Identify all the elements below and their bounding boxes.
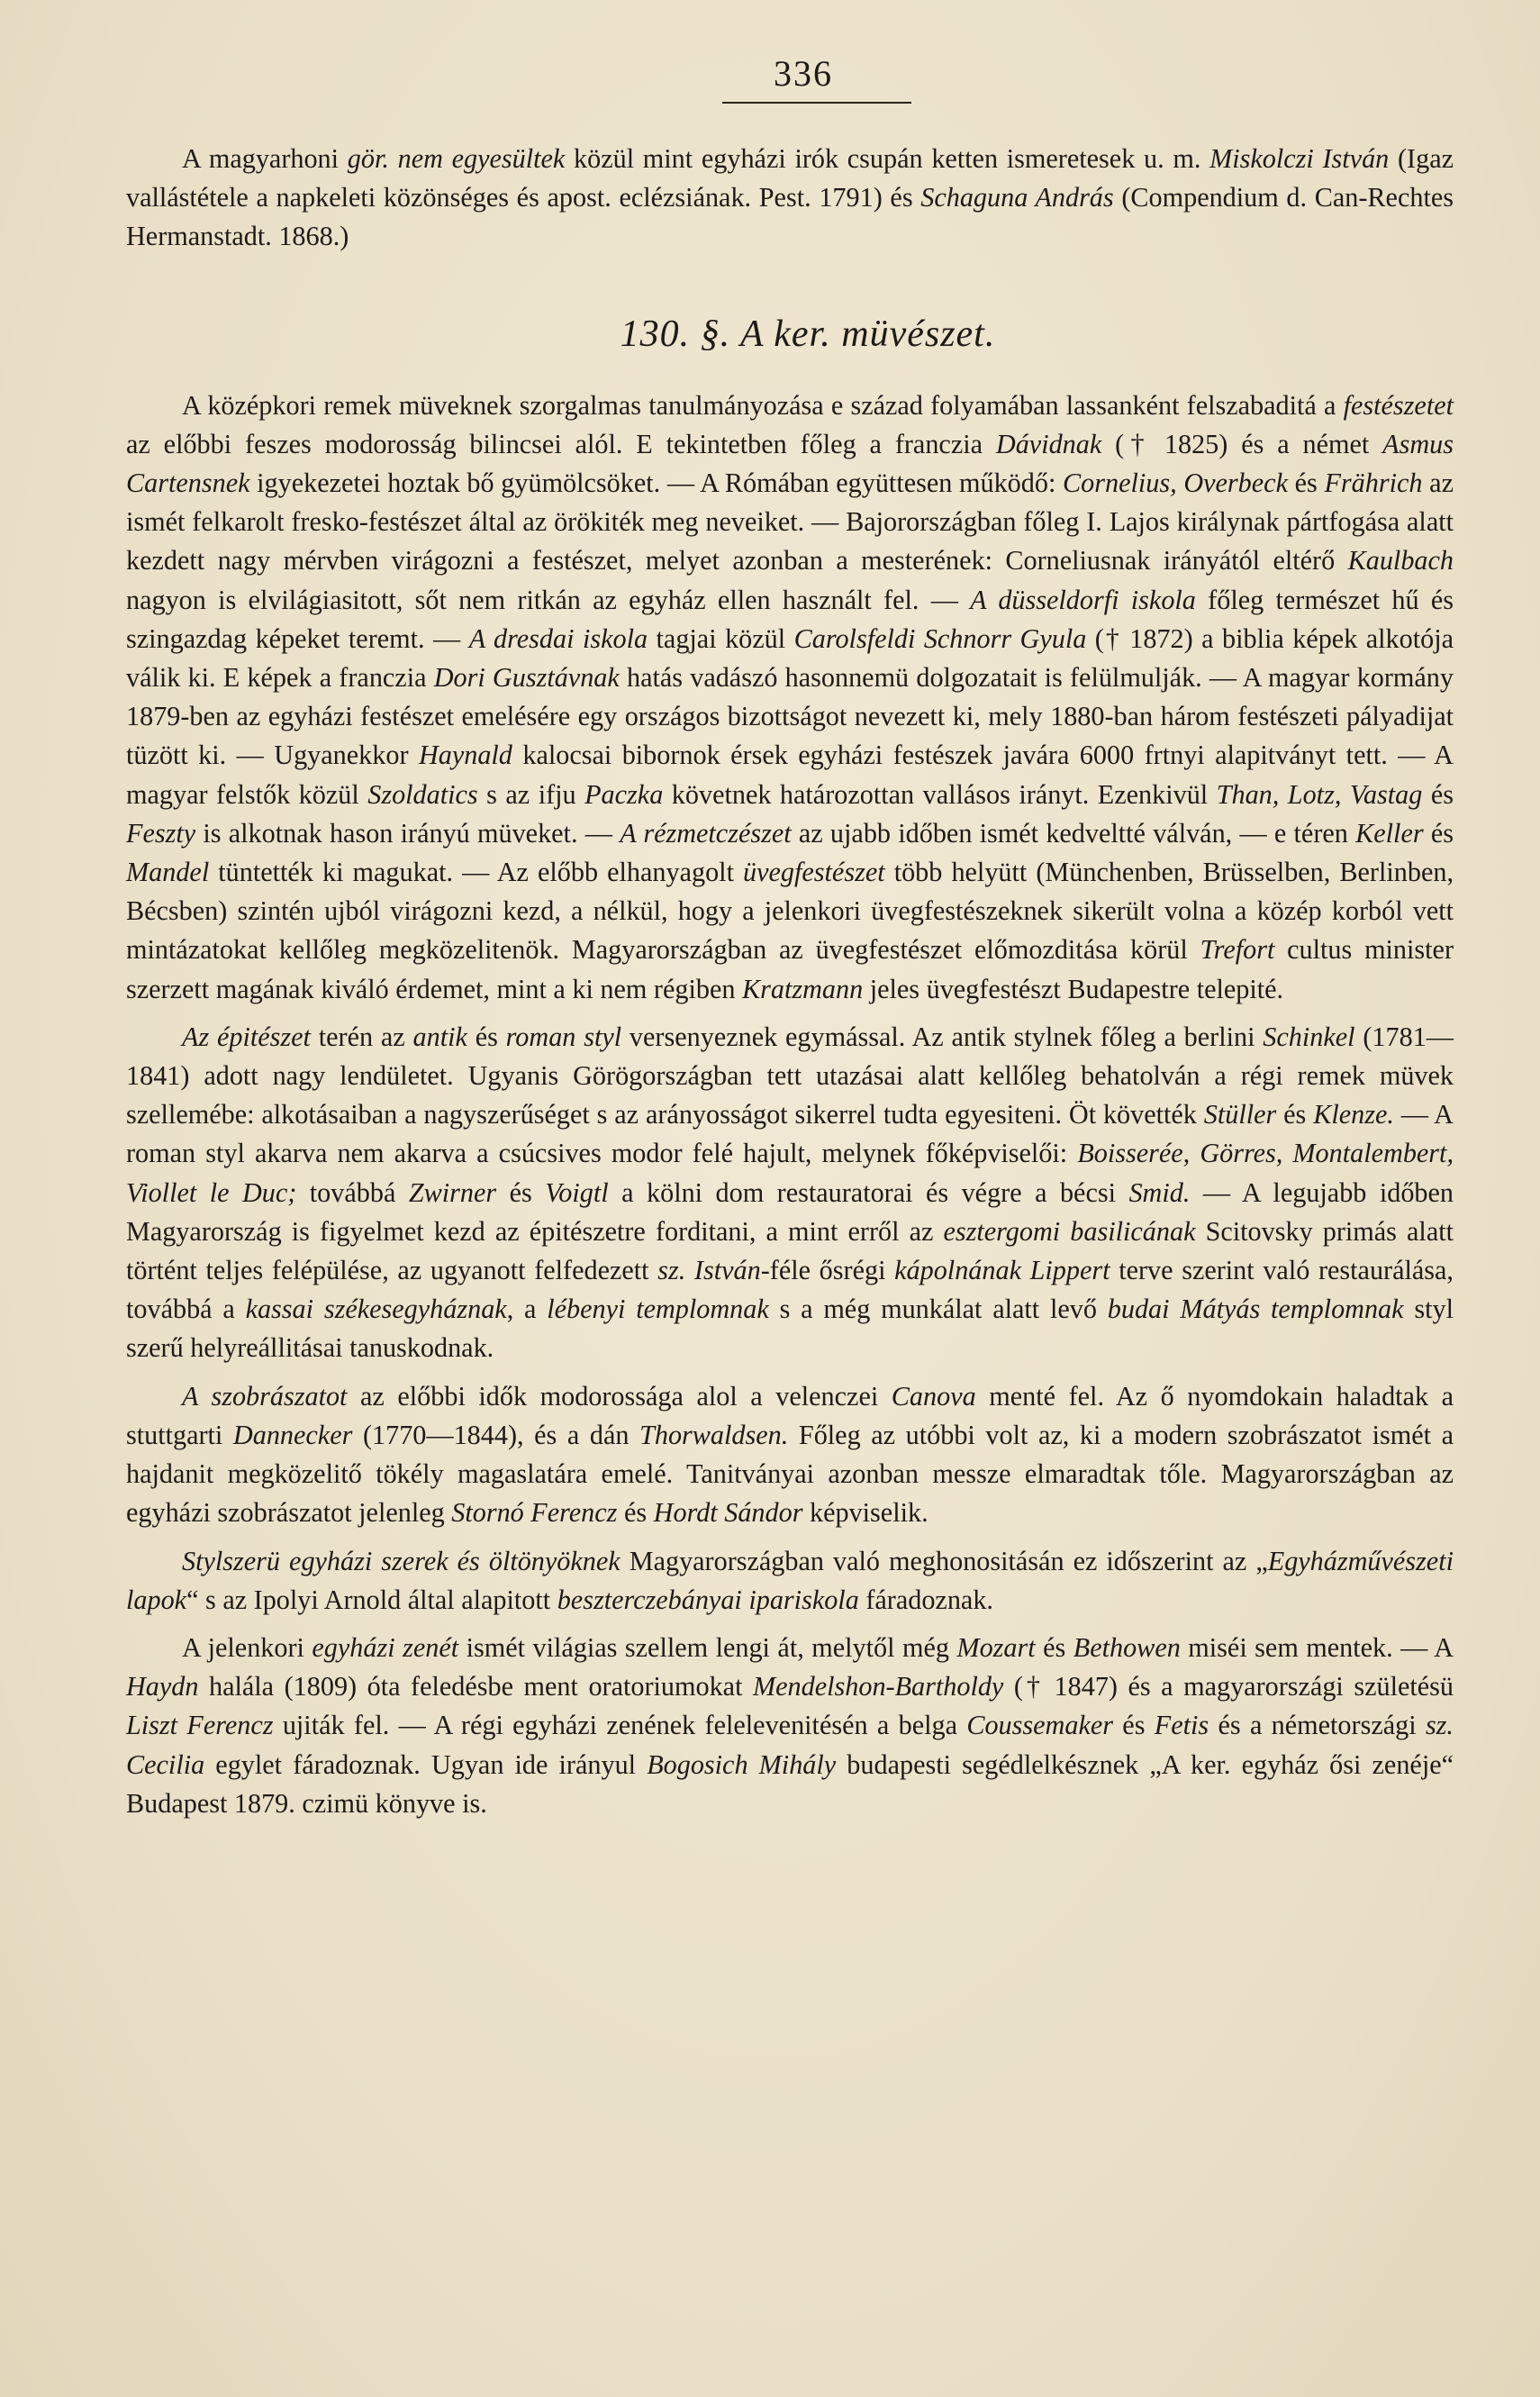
italic-text-run: Carolsfeldi Schnorr Gyula [793,622,1087,654]
page-number: 336 [774,53,833,94]
paragraph-architecture [126,1018,1454,1368]
italic-text-run: Paczka [584,778,664,810]
text-run: Scitovsky primás alatt történt teljes felépülése, az ugyanott felfedezett [126,1215,1454,1286]
text-run: menté fel. Az ő nyomdokain haladtak a stuttgarti [126,1380,1454,1450]
text-run: A jelenkori [182,1631,313,1663]
text-run: cultus minister szerzett magának kiváló érdemet, mint a ki nem régiben [126,934,1454,1004]
italic-text-run: gör. nem egyesültek [347,143,566,174]
italic-text-run: Szoldatics [367,778,478,810]
text-run: budapesti segédlelkésznek „A ker. egyház ősi zenéje“ Budapest 1879. czimü könyve is. [126,1748,1454,1819]
text-run: és [1112,1710,1155,1741]
text-run: és [1422,778,1454,810]
italic-text-run: Cornelius, Overbeck [1063,468,1288,499]
text-run: versenyeznek egymással. Az antik stylnek főleg a berlini [621,1021,1264,1052]
text-run: és [1035,1631,1073,1663]
italic-text-run: Trefort [1200,934,1275,966]
italic-text-run: Thorwaldsen. [639,1419,789,1450]
text-run: terve szerint való restaurálása, továbbá a [126,1255,1454,1325]
text-run: főleg természet hű és szingazdag képeket teremt. — [126,584,1454,654]
italic-text-run: Coussemaker [966,1710,1113,1741]
italic-text-run: Mozart [956,1631,1036,1663]
italic-text-run: Stüller [1203,1099,1277,1130]
text-run: (Compendium d. Can-Rechtes Hermanstadt. 1868.) [126,182,1454,252]
italic-text-run: A düsseldorfi iskola [970,584,1196,615]
text-run: terén az [310,1021,413,1052]
italic-text-run: Mendelshon-Bartholdy [753,1671,1004,1702]
text-run: képviselik. [802,1497,929,1529]
text-run: az ujabb időben ismét kedveltté válván, — e téren [791,817,1356,849]
italic-text-run: A rézmetczészet [620,817,792,849]
italic-text-run: Bogosich Mihály [647,1748,837,1780]
italic-text-run: Dori Gusztávnak [433,662,620,694]
italic-text-run: Asmus Cartensnek [126,428,1454,499]
text-run: fáradoznak. [858,1584,993,1615]
text-run: A magyarhoni [182,143,348,174]
text-run: Magyarországban való meghonositásán ez időszerint az „ [620,1545,1268,1576]
text-run: és [1423,817,1454,849]
text-run: és [1287,468,1325,499]
italic-text-run: Egyházművészeti lapok [126,1545,1454,1615]
italic-text-run: Dannecker [232,1419,353,1450]
text-run: és [1276,1099,1314,1130]
text-run: miséi sem mentek. — A [1180,1631,1454,1663]
italic-text-run: festészetet [1343,389,1454,421]
italic-text-run: Kaulbach [1347,545,1454,577]
text-run: († 1872) a biblia képek alkotója válik ki. E képek a franczia [126,622,1454,694]
italic-text-run: Miskolczi István [1209,143,1390,174]
italic-text-run: Kratzmann [741,973,864,1004]
italic-text-run: Keller [1355,817,1424,849]
italic-text-run: Bethowen [1073,1631,1181,1663]
text-run: követnek határozottan vallásos irányt. Ezenkivül [663,778,1217,810]
italic-text-run: A szobrászatot [182,1380,348,1412]
section-heading: 130. §. A ker. müvészet. [620,313,996,355]
text-run: († 1825) és a német [1101,428,1383,459]
italic-text-run: esztergomi basilicának [943,1215,1196,1247]
text-run: ujiták fel. — A régi egyházi zenének felelevenitésén a belga [273,1710,967,1741]
italic-text-run: Smid. [1128,1176,1191,1208]
italic-text-run: Liszt Ferencz [126,1710,274,1741]
text-run: (Igaz vallástétele a napkeleti közönséges és apost. eclézsiának. Pest. 1791) és [126,143,1454,213]
text-run: az előbbi idők modorossága alol a velenczei [347,1380,892,1412]
text-run: jeles üvegfestészt Budapestre telepité. [863,973,1284,1004]
italic-text-run: beszterczebányai ipariskola [557,1584,859,1615]
italic-text-run: lébenyi templomnak [547,1294,769,1325]
italic-text-run: egyházi zenét [312,1631,459,1663]
text-run: -féle ősrégi [760,1255,895,1286]
text-run: — A legujabb időben Magyarország is figyelmet kezd az épitészetre forditani, a mint erről az [126,1176,1454,1247]
text-run: is alkotnak hason irányú müveket. — [195,817,621,849]
text-run: és [467,1021,506,1052]
text-run: s az ifju [477,778,585,810]
italic-text-run: Feszty [126,817,196,849]
italic-text-run: Hordt Sándor [653,1497,803,1529]
text-run: és [617,1497,654,1529]
italic-text-run: roman styl [505,1021,622,1052]
paragraph-church-music [126,1629,1454,1823]
italic-text-run: üvegfestészet [743,857,885,888]
text-run: az előbbi feszes modorosság bilincsei alól. E tekintetben főleg a franczia [126,428,996,459]
italic-text-run: Stylszerü egyházi szerek és öltönyöknek [182,1545,621,1576]
italic-text-run: Mandel [126,857,210,888]
italic-text-run: Haynald [418,740,512,771]
text-run: ismét világias szellem lengi át, melytől még [458,1631,957,1663]
header-rule [722,102,911,104]
text-run: továbbá [296,1176,409,1208]
text-run: egylet fáradoznak. Ugyan ide irányul [204,1748,648,1780]
italic-text-run: Frährich [1324,468,1423,499]
text-run: Főleg az utóbbi volt az, ki a modern szobrászatot ismét a hajdanit megközelitő tökély magaslatára emelé. Tanitványai azonban messze elmaradtak tőle. Magyarországban az egyházi szobrászatot jelenleg [126,1419,1454,1529]
text-run: tüntették ki magukat. — Az előbb elhanyagolt [209,857,744,888]
text-run: “ s az Ipolyi Arnold által alapitott [186,1584,557,1615]
italic-text-run: Boisserée, Görres, Montalembert, Viollet le Duc; [126,1138,1454,1208]
italic-text-run: kassai székesegyháznak [245,1294,507,1325]
text-run: és a németországi [1209,1710,1426,1741]
paragraph-liturgical-objects [126,1542,1454,1620]
text-run: közül mint egyházi irók csupán ketten ismeretesek u. m. [565,143,1210,174]
italic-text-run: A dresdai iskola [468,622,648,654]
text-run: több helyütt (Münchenben, Brüsselben, Berlinben, Bécsben) szintén ujból virágozni kezd, a nélkül, hogy a jelenkori üvegfestészeknek sikerült volna a közép korból vett mintázatokat kellőleg megközelitenök. Magyarországban az üvegfestészet előmozditása körül [126,857,1454,966]
text-run: halála (1809) óta feledésbe ment oratoriumokat [198,1671,753,1702]
italic-text-run: kápolnának Lippert [894,1255,1110,1286]
italic-text-run: Schinkel [1263,1021,1355,1052]
italic-text-run: sz. Cecilia [126,1710,1454,1780]
text-run: styl szerű helyreállitásai tanuskodnak. [126,1294,1454,1364]
italic-text-run: Haydn [126,1671,199,1702]
italic-text-run: Voigtl [545,1176,609,1208]
italic-text-run: Klenze. [1313,1099,1394,1130]
italic-text-run: Canova [891,1380,976,1412]
italic-text-run: Fetis [1154,1710,1209,1741]
text-run: — A roman styl akarva nem akarva a csúcsives modor felé hajult, melynek főképviselői: [126,1099,1454,1169]
italic-text-run: Dávidnak [995,428,1102,459]
text-run: , a [506,1294,548,1325]
italic-text-run: Than, Lotz, Vastag [1216,778,1423,810]
text-run: kalocsai bibornok érsek egyházi festészek javára 6000 frtnyi alapitványt tett. — A magyar felstők közül [126,740,1454,810]
italic-text-run: Schaguna András [920,182,1114,213]
paragraph-orthodox-writers [126,140,1454,257]
italic-text-run: Az épitészet [182,1021,311,1052]
paragraph-painting [126,386,1454,1009]
text-run: s a még munkálat alatt levő [768,1294,1108,1325]
paragraph-sculpture [126,1377,1454,1533]
text-run: hatás vadászó hasonnemü dolgozatait is felülmulják. — A magyar kormány 1879-ben az egyházi festészet emelésére egy országos bizottságot nevezett ki, mely 1880-ban három festészeti pályadijat tüzött ki. — Ugyanekkor [126,662,1454,771]
text-run: (1781—1841) adott nagy lendületet. Ugyanis Görögországban tett utazásai alatt kellőleg behatolván a régi remek müvek szellemébe: alkotásaiban a nagyszerűséget s az arányosságot sikerrel tudta egyesiteni. Öt követték [126,1021,1454,1130]
text-run: az ismét felkarolt fresko-festészet által az örökiték meg neveiket. — Bajorországban főleg I. Lajos királynak pártfogása alatt kezdett nagy mérvben virágozni a festészet, melyet azonban a mesterének: Corneliusnak irányától eltérő [126,468,1454,577]
italic-text-run: antik [412,1021,467,1052]
italic-text-run: sz. István [657,1255,761,1286]
italic-text-run: Zwirner [408,1176,497,1208]
italic-text-run: Stornó Ferencz [451,1497,618,1529]
text-run: († 1847) és a magyarországi születésü [1003,1671,1454,1702]
text-run: nagyon is elvilágiasitott, sőt nem ritkán az egyház ellen használt fel. — [126,584,971,615]
text-run: a kölni dom restauratorai és végre a bécsi [608,1176,1129,1208]
italic-text-run: budai Mátyás templomnak [1107,1294,1404,1325]
text-run: és [496,1176,546,1208]
text-run: A középkori remek müveknek szorgalmas tanulmányozása e század folyamában lassanként felszabaditá a [182,389,1344,421]
text-run: tagjai közül [648,622,794,654]
text-run: (1770—1844), és a dán [352,1419,640,1450]
text-run: igyekezetei hoztak bő gyümölcsöket. — A Rómában együttesen működő: [249,468,1064,499]
